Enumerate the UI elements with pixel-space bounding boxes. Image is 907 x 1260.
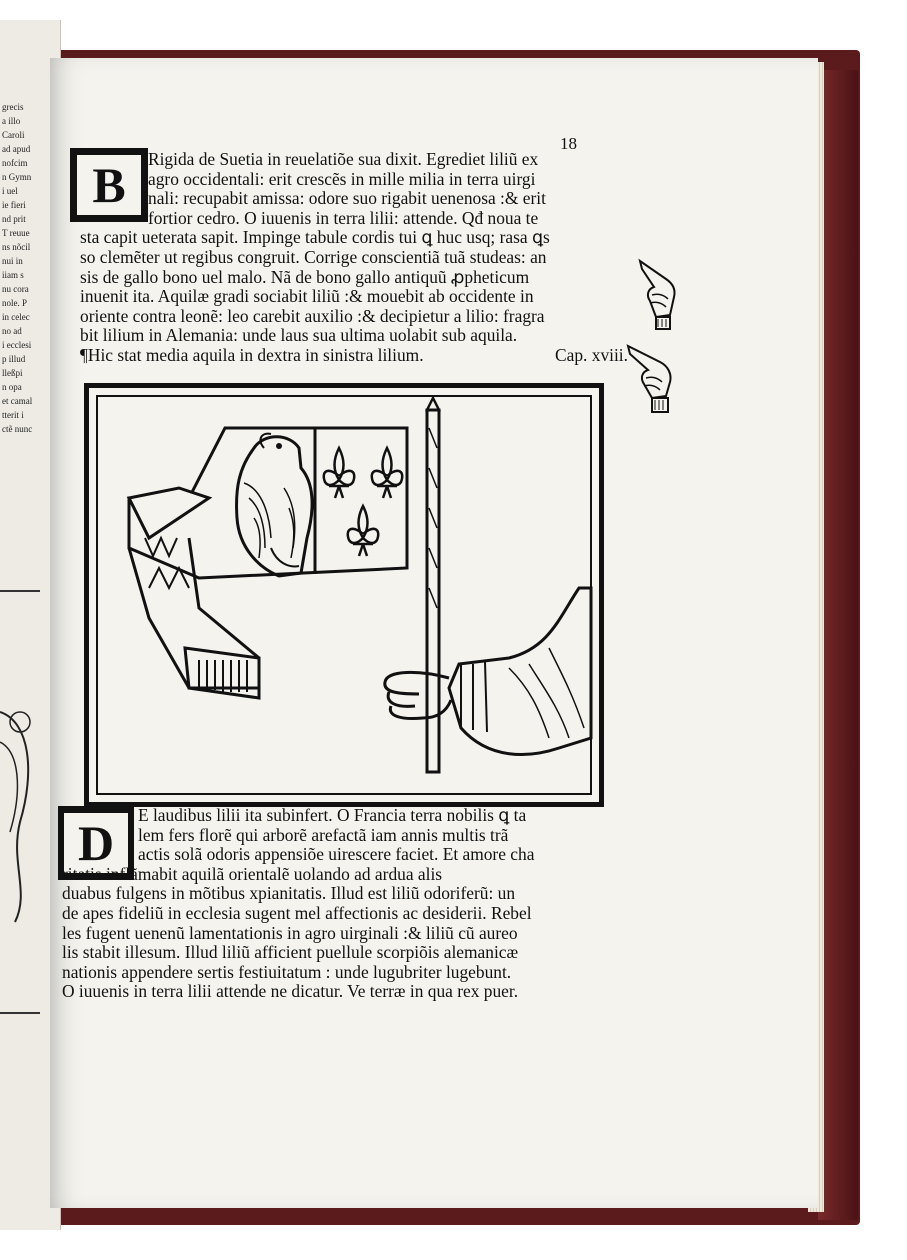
text-line: fortior cedro. O iuuenis in terra lilii: attende. Qđ noua te: [148, 208, 539, 228]
paragraph-1: [80, 150, 632, 366]
facing-page-line: in celec: [2, 312, 30, 322]
text-line: sta capit ueterata sapit. Impinge tabule cordis tui ꝗ huc usq; rasa ꝗs: [80, 228, 550, 248]
text-line: nationis appendere sertis festiuitatum : unde lugubriter lugebunt.: [62, 962, 512, 982]
facing-page-line: nu cora: [2, 284, 29, 294]
facing-page-line: i ecclesi: [2, 340, 32, 350]
folio-number: 18: [560, 134, 577, 153]
facing-page-text: [2, 100, 42, 436]
facing-page-line: ie fieri: [2, 200, 26, 210]
facing-page-line: p illud: [2, 354, 26, 364]
facing-page-woodcut: [0, 590, 40, 1014]
facing-page-line: tterit i: [2, 410, 24, 420]
text-line: nali: recupabit amissa: odore suo rigabit uenenosa :& erit: [148, 189, 546, 209]
text-line: actis solã odoris appensiõe uirescere faciet. Et amore cha: [138, 845, 535, 865]
text-line: ritatis inflãmabit aquilã orientalẽ uolando ad ardua alis: [62, 864, 443, 884]
facing-page-line: a illo: [2, 116, 21, 126]
caption-line: [80, 346, 628, 366]
decorated-initial-b: B: [70, 148, 148, 222]
woodcut-caption: ¶Hic stat media aquila in dextra in sinistra lilium.: [80, 345, 424, 365]
facing-page-line: ns nõcil: [2, 242, 31, 252]
paragraph-2: [62, 806, 618, 1002]
facing-page-line: nui in: [2, 256, 23, 266]
facing-page-line: i uel: [2, 186, 18, 196]
facing-page-line: Caroli: [2, 130, 25, 140]
text-line: Rigida de Suetia in reuelatiõe sua dixit. Egrediet liliũ ex: [148, 150, 539, 169]
facing-page-line: iiam s: [2, 270, 24, 280]
facing-page-line: no ad: [2, 326, 22, 336]
chapter-number: Cap. xviii.: [555, 345, 628, 365]
facing-page-line: n opa: [2, 382, 22, 392]
text-line: so clemẽter ut regibus congruit. Corrige conscientiã tuã studeas: an: [80, 247, 547, 267]
facing-page-line: nd prit: [2, 214, 26, 224]
facing-page-line: nofcim: [2, 158, 28, 168]
facing-page-line: ctẽ nunc: [2, 424, 33, 434]
decorated-initial-d: D: [58, 806, 134, 880]
facing-page-line: nole. P: [2, 298, 28, 308]
text-line: les fugent uenenũ lamentationis in agro uirginali :& liliũ cũ aureo: [62, 923, 518, 943]
text-line: bit lilium in Alemania: unde laus sua ultima uolabit sub aquila.: [80, 326, 518, 346]
text-line: O iuuenis in terra lilii attende ne dicatur. Ve terræ in qua rex puer.: [62, 982, 519, 1002]
facing-page-line: T reuue: [2, 228, 30, 238]
book-spine-edge: [818, 70, 858, 1220]
woodcut-illustration: [84, 383, 604, 807]
facing-page-line: lleßpi: [2, 368, 23, 378]
text-line: lis stabit illesum. Illud liliũ afficient puellule scorpiõis alemanicæ: [62, 943, 519, 963]
text-line: sis de gallo bono uel malo. Nã de bono gallo antiquũ ꝓpheticum: [80, 267, 530, 287]
text-line: de apes fideliũ in ecclesia sugent mel affectionis ac desiderii. Rebel: [62, 903, 532, 923]
facing-page-line: grecis: [2, 102, 24, 112]
facing-page-line: ad apud: [2, 144, 31, 154]
text-line: inuenit ita. Aquilæ gradi sociabit liliũ :& mouebit ab occidente in: [80, 287, 534, 307]
pointing-hand-icon: [626, 340, 680, 420]
text-line: lem fers florẽ qui arborẽ arefactã iam annis multis trã: [138, 825, 509, 845]
text-line: oriente contra leonẽ: leo carebit auxilio :& decipietur a lilio: fragra: [80, 306, 545, 326]
facing-page-line: et camal: [2, 396, 33, 406]
facing-page-line: n Gymn: [2, 172, 32, 182]
text-line: agro occidentali: erit crescẽs in mille milia in terra uirgi: [148, 169, 536, 189]
text-line: duabus fulgens in mõtibus xpianitatis. Illud est liliũ odoriferũ: un: [62, 884, 516, 904]
text-line: E laudibus lilii ita subinfert. O Francia terra nobilis ꝗ ta: [138, 806, 527, 825]
pointing-hand-icon: [636, 255, 684, 337]
